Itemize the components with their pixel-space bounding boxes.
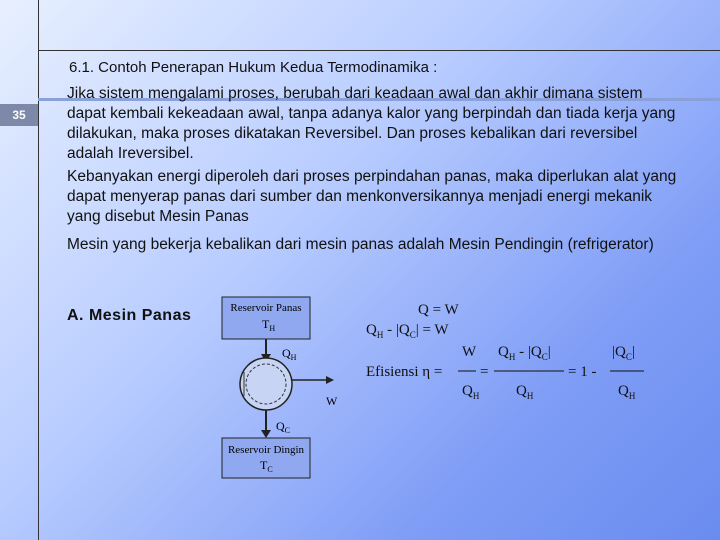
slide-title: 6.1. Contoh Penerapan Hukum Kedua Termodinamika : bbox=[69, 59, 438, 76]
hot-reservoir-label: Reservoir Panas bbox=[230, 302, 302, 314]
paragraph-reversibel: Jika sistem mengalami proses, berubah dari keadaan awal dan akhir dimana sistem dapat kembali kekeadaan awal, tanpa adanya kalor yang berpindah dan tiada kerja yang dilakukan, maka proses dikatakan Reversibel. Dan proses kebalikan dari reversibel adalah Ireversibel. bbox=[67, 85, 676, 162]
efisiensi-denominator-3: $Q_H$ bbox=[618, 383, 636, 401]
paragraph-mesin-pendingin: Mesin yang bekerja kebalikan dari mesin panas adalah Mesin Pendingin (refrigerator) bbox=[67, 236, 654, 253]
cold-reservoir-label: Reservoir Dingin bbox=[227, 444, 305, 456]
efisiensi-denominator-2: $Q_H$ bbox=[516, 383, 534, 401]
hot-temp: $T_H$ bbox=[262, 317, 276, 333]
equation-energy-balance: $Q_H - |Q_C| = W$ bbox=[366, 322, 449, 340]
section-label: A. Mesin Panas bbox=[67, 307, 192, 324]
efisiensi-numerator-3: $|Q_C|$ bbox=[612, 344, 635, 362]
heat-in-label: $Q_H$ bbox=[282, 346, 297, 362]
work-label: W bbox=[326, 394, 338, 408]
work-arrow-head bbox=[326, 376, 334, 384]
equals-sign-1: = bbox=[480, 364, 489, 380]
efisiensi-label: Efisiensi η = bbox=[366, 364, 443, 380]
equals-one-minus: = 1 - bbox=[568, 364, 597, 380]
efisiensi-numerator-1: W bbox=[462, 344, 477, 360]
slide-number: 35 bbox=[0, 104, 38, 126]
efisiensi-denominator-1: $Q_H$ bbox=[462, 383, 480, 401]
efisiensi-numerator-2: $Q_H - |Q_C|$ bbox=[498, 344, 551, 362]
engine-circle bbox=[240, 358, 292, 410]
paragraph-mesin-panas: Kebanyakan energi diperoleh dari proses perpindahan panas, maka diperlukan alat yang dapat menyerap panas dari sumber dan menkonversikannya menjadi energi mekanik yang disebut Mesin Panas bbox=[67, 168, 677, 225]
cold-temp: $T_C$ bbox=[260, 458, 273, 474]
equation-q-equals-w: Q = W bbox=[418, 302, 459, 318]
heat-out-arrow-head bbox=[261, 430, 271, 438]
heat-out-label: $Q_C$ bbox=[276, 419, 291, 435]
